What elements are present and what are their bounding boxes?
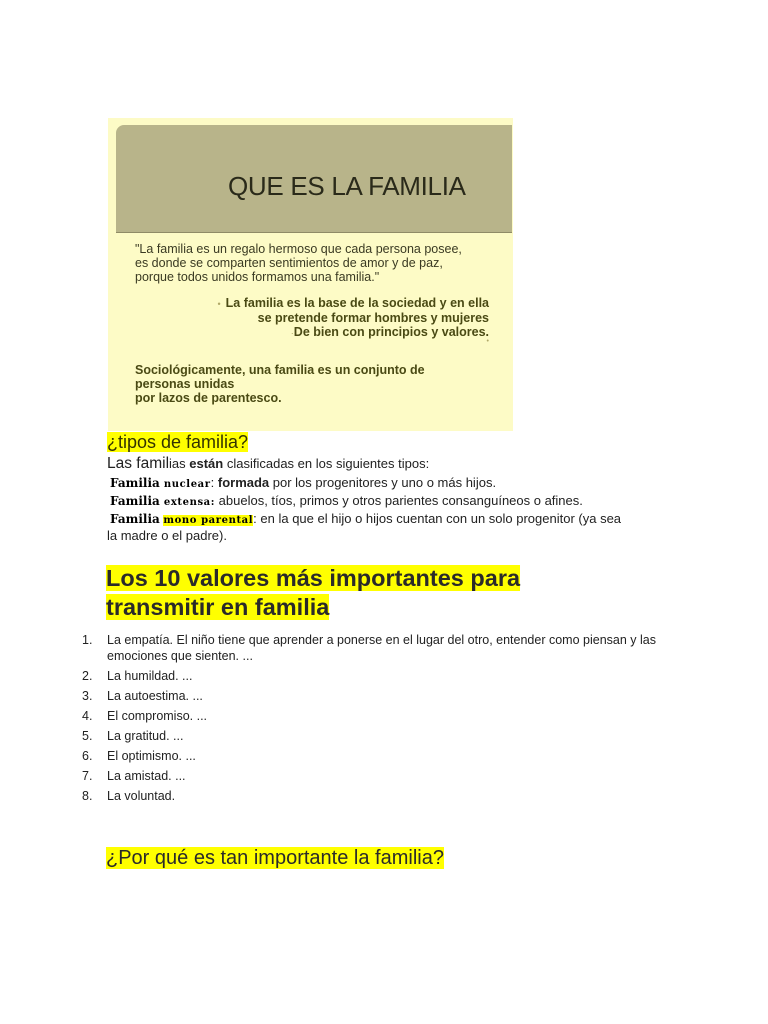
slide-bullets (218, 296, 489, 340)
list-item (82, 668, 667, 684)
importance-heading-text: ¿Por qué es tan importante la familia? (106, 847, 444, 869)
values-heading (106, 564, 520, 622)
slide-soc-line: Sociológicamente, una familia es un conjunto de (135, 363, 425, 377)
list-text: El optimismo. ... (107, 749, 196, 763)
slide-soc-line: por lazos de parentesco. (135, 391, 282, 405)
intro-part: están (189, 456, 224, 471)
values-heading-line: Los 10 valores más importantes para (106, 565, 521, 591)
type-text: : (210, 475, 218, 490)
slide-quote-line: es donde se comparten sentimientos de amor y de paz, (135, 256, 443, 270)
list-item (82, 728, 667, 744)
type-label: extensa: (159, 497, 216, 508)
list-item (82, 688, 667, 704)
type-label: Familia (110, 476, 160, 490)
list-number: 8. (82, 789, 93, 803)
types-heading (107, 431, 248, 453)
bullet-dot-icon: • (486, 338, 489, 345)
type-label: mono parental (163, 515, 254, 526)
intro-part: ias (169, 456, 190, 471)
slide-image (108, 118, 513, 431)
list-number: 1. (82, 633, 93, 647)
list-number: 3. (82, 689, 93, 703)
slide-bullet-line: se pretende formar hombres y mujeres (257, 311, 489, 325)
list-text: La voluntad. (107, 789, 176, 803)
type-text: formada (217, 475, 270, 490)
type-label: Familia (110, 494, 160, 508)
slide-bullet-line (218, 325, 489, 340)
list-text: La gratitud. ... (107, 729, 184, 743)
list-number: 5. (82, 729, 93, 743)
bullet-dot-icon: · (290, 328, 294, 338)
list-item (82, 768, 667, 784)
bullet-dot-icon: • (217, 299, 226, 309)
types-heading-text: ¿tipos de familia? (107, 432, 249, 452)
type-text: : en la que el hijo o hijos cuentan con un solo progenitor (ya sea (253, 511, 622, 526)
slide-quote (135, 242, 505, 284)
type-nuclear (110, 475, 496, 490)
list-item (82, 708, 667, 724)
type-text: abuelos, tíos, primos y otros parientes consanguíneos o afines. (215, 493, 583, 508)
importance-heading (106, 845, 444, 871)
list-number: 2. (82, 669, 93, 683)
type-text: por los progenitores y uno o más hijos. (269, 475, 497, 490)
slide-bullet-text: De bien con principios y valores. (293, 325, 489, 339)
list-text: La humildad. ... (107, 669, 193, 683)
type-label: nuclear (159, 479, 211, 490)
slide-bullet-line (218, 296, 489, 311)
slide-sociology-text (135, 363, 425, 405)
type-mono-continuation: la madre o el padre). (107, 528, 227, 543)
slide-quote-line: "La familia es un regalo hermoso que cada persona posee, (135, 242, 462, 256)
list-item (82, 748, 667, 764)
list-text: La amistad. ... (107, 769, 186, 783)
list-number: 4. (82, 709, 93, 723)
list-text: La empatía. El niño tiene que aprender a ponerse en el lugar del otro, entender como piensan y las emociones que sienten. ... (107, 633, 656, 663)
list-number: 7. (82, 769, 93, 783)
slide-soc-line: personas unidas (135, 377, 235, 391)
slide-quote-line: porque todos unidos formamos una familia." (135, 270, 380, 284)
type-extensa (110, 493, 583, 508)
list-item (82, 632, 667, 664)
list-text: La autoestima. ... (107, 689, 203, 703)
intro-part: Las famil (107, 455, 170, 472)
list-number: 6. (82, 749, 93, 763)
values-heading-line: transmitir en familia (106, 594, 330, 620)
slide-title-box (116, 125, 512, 233)
values-list (82, 632, 667, 808)
type-label: Familia (110, 512, 160, 526)
list-text: El compromiso. ... (107, 709, 208, 723)
type-mono-parental (110, 511, 621, 526)
intro-part: clasificadas en los siguientes tipos: (223, 456, 430, 471)
slide-title: QUE ES LA FAMILIA (228, 171, 466, 201)
slide-bullet-text: La familia es la base de la sociedad y en ella (225, 296, 489, 310)
types-intro (107, 455, 429, 473)
list-item (82, 788, 667, 804)
